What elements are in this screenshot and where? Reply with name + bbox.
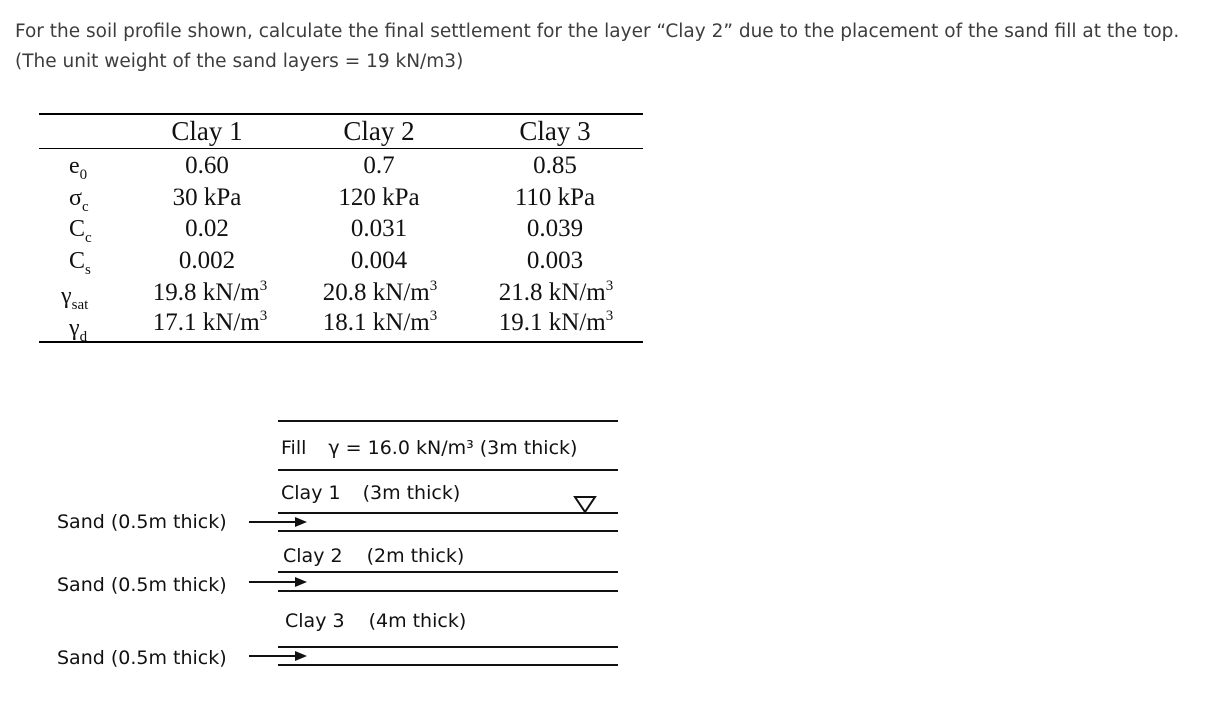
sand1-bottom-line [278,530,618,532]
fill-top-line [278,420,618,422]
cell-cc-clay3: 0.039 [526,215,584,242]
table-header-rule [39,148,643,149]
cell-cs-clay2: 0.004 [350,247,408,274]
cell-sigmac-clay3: 110 kPa [514,184,596,211]
sand1-top-line [278,512,618,514]
row-symbol-gamma-sat: $\gamma_{sat}$ [61,283,89,313]
sand2-top-line [278,571,618,573]
sand-layer-1-arrow-icon [249,514,311,530]
cell-sigmac-clay2: 120 kPa [338,184,420,211]
column-header-clay-1: Clay 1 [171,116,243,146]
cell-cs-clay1: 0.002 [178,247,236,274]
row-symbol-cs: $C_s$ [69,248,91,278]
row-symbol-sigma-c: $\sigma_c$ [69,185,89,215]
cell-gammad-clay1: 17.1 $kN/m^3$ [152,308,268,336]
cell-gammasat-clay2: 20.8 $kN/m^3$ [322,278,438,306]
sand-layer-2-label: Sand (0.5m thick) [57,574,227,596]
sand3-bottom-line [278,664,618,666]
fill-bottom-line [278,469,618,471]
cell-sigmac-clay1: 30 kPa [172,184,242,211]
sand-layer-2-arrow-icon [249,574,311,590]
cell-gammasat-clay3: 21.8 $kN/m^3$ [498,278,614,306]
column-header-clay-2: Clay 2 [343,116,415,146]
cell-e0-clay1: 0.60 [185,152,229,179]
column-header-clay-3: Clay 3 [519,116,591,146]
cell-gammasat-clay1: 19.8 $kN/m^3$ [152,278,268,306]
cell-e0-clay2: 0.7 [363,152,395,179]
table-bottom-rule [39,341,643,343]
fill-layer-label: Fill γ = 16.0 kN/m³ (3m thick) [281,437,578,459]
sand2-bottom-line [278,590,618,592]
table-top-rule [39,113,643,115]
row-symbol-e0: $e_0$ [69,153,88,183]
clay1-layer-label: Clay 1 (3m thick) [281,482,461,504]
cell-gammad-clay2: 18.1 $kN/m^3$ [322,308,438,336]
clay3-layer-label: Clay 3 (4m thick) [285,610,467,632]
question-text: For the soil profile shown, calculate the final settlement for the layer “Clay 2” due to the placement of the sand fill at the top. (The unit weight of the sand layers = 19 kN/m3) [15,21,1180,72]
sand-layer-3-label: Sand (0.5m thick) [57,647,227,669]
soil-properties-table [39,113,643,343]
row-symbol-gamma-d: $\gamma_d$ [69,315,88,345]
cell-cc-clay1: 0.02 [185,215,229,242]
cell-gammad-clay3: 19.1 $kN/m^3$ [498,308,614,336]
row-symbol-cc: $C_c$ [69,216,92,246]
sand3-top-line [278,646,618,648]
cell-cc-clay2: 0.031 [350,215,408,242]
sand-layer-1-label: Sand (0.5m thick) [57,511,227,533]
cell-cs-clay3: 0.003 [526,247,584,274]
cell-e0-clay3: 0.85 [533,152,577,179]
clay2-layer-label: Clay 2 (2m thick) [283,545,465,567]
sand-layer-3-arrow-icon [249,648,311,664]
